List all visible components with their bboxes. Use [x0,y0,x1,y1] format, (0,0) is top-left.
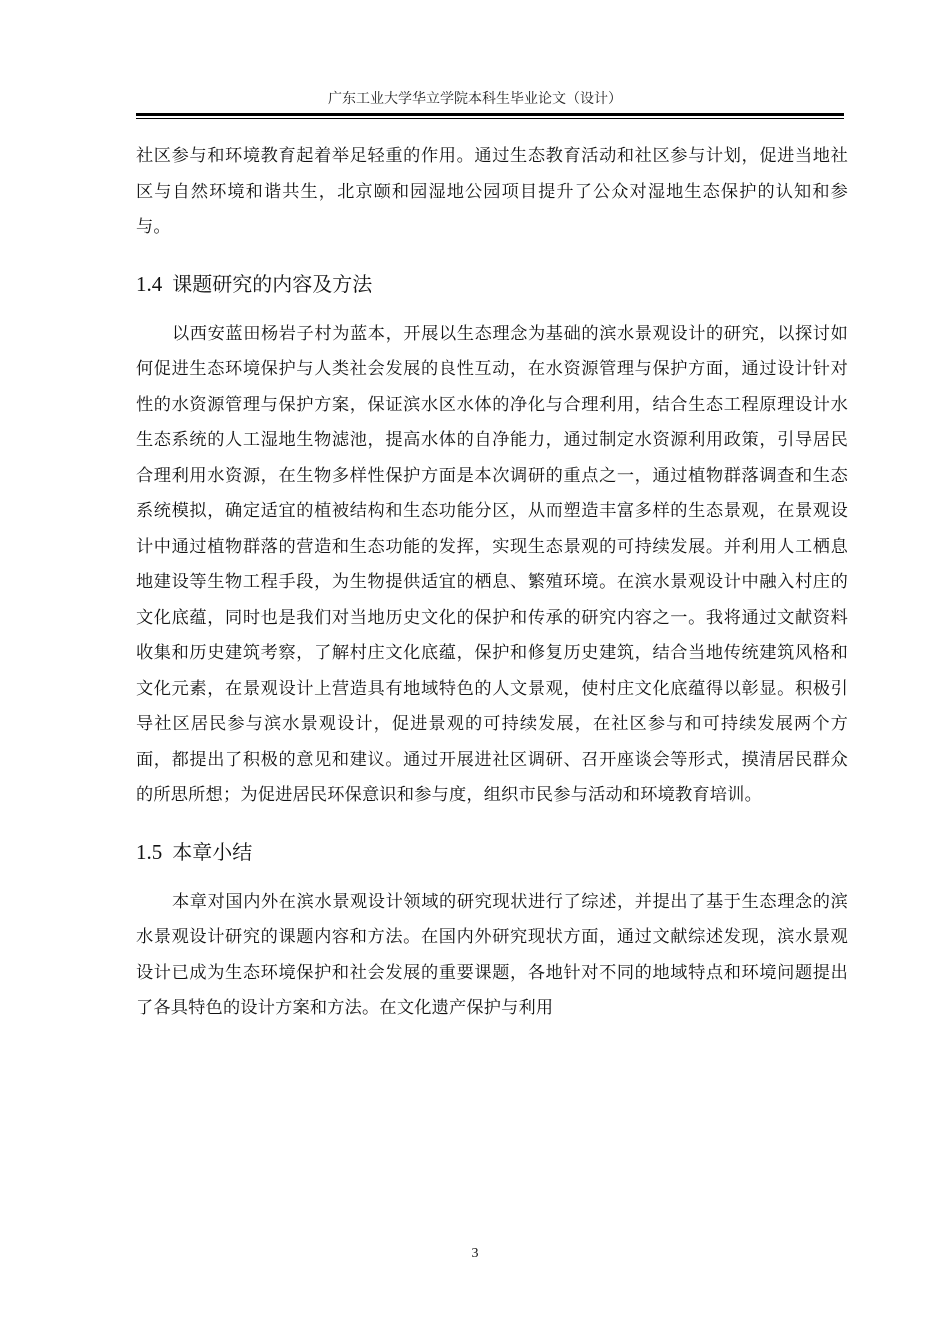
section-number: 1.5 [136,839,163,864]
section-heading-1-5 [136,836,848,868]
page-number: 3 [471,1246,479,1261]
paragraph-continued: 社区参与和环境教育起着举足轻重的作用。通过生态教育活动和社区参与计划，促进当地社区与自然环境和谐共生，北京颐和园湿地公园项目提升了公众对湿地生态保护的认知和参与。 [136,146,848,237]
header-rule-thin [136,118,844,119]
section-heading-1-4 [136,268,848,300]
paragraph-section-1-5: 本章对国内外在滨水景观设计领域的研究现状进行了综述，并提出了基于生态理念的滨水景观设计研究的课题内容和方法。在国内外研究现状方面，通过文献综述发现，滨水景观设计已成为生态环境保护和社会发展的重要课题，各地针对不同的地域特点和环境问题提出了各具特色的设计方案和方法。在文化遗产保护与利用 [136,891,848,1018]
section-title: 课题研究的内容及方法 [172,271,373,296]
page-body [136,139,848,1027]
page-header: 广东工业大学华立学院本科生毕业论文（设计） [328,91,622,107]
paragraph-section-1-4: 以西安蓝田杨岩子村为蓝本，开展以生态理念为基础的滨水景观设计的研究，以探讨如何促进生态环境保护与人类社会发展的良性互动，在水资源管理与保护方面，通过设计针对性的水资源管理与保护方案，保证滨水区水体的净化与合理利用，结合生态工程原理设计水生态系统的人工湿地生物滤池，提高水体的自净能力，通过制定水资源利用政策，引导居民合理利用水资源，在生物多样性保护方面是本次调研的重点之一，通过植物群落调查和生态系统模拟，确定适宜的植被结构和生态功能分区，从而塑造丰富多样的生态景观，在景观设计中通过植物群落的营造和生态功能的发挥，实现生态景观的可持续发展。并利用人工栖息地建设等生物工程手段，为生物提供适宜的栖息、繁殖环境。在滨水景观设计中融入村庄的文化底蕴，同时也是我们对当地历史文化的保护和传承的研究内容之一。我将通过文献资料收集和历史建筑考察，了解村庄文化底蕴，保护和修复历史建筑，结合当地传统建筑风格和文化元素，在景观设计上营造具有地域特色的人文景观，使村庄文化底蕴得以彰显。积极引导社区居民参与滨水景观设计，促进景观的可持续发展，在社区参与和可持续发展两个方面，都提出了积极的意见和建议。通过开展进社区调研、召开座谈会等形式，摸清居民群众的所思所想；为促进居民环保意识和参与度，组织市民参与活动和环境教育培训。 [136,323,848,805]
header-rule-thick [136,113,844,116]
section-title: 本章小结 [172,839,253,864]
section-number: 1.4 [136,271,163,296]
